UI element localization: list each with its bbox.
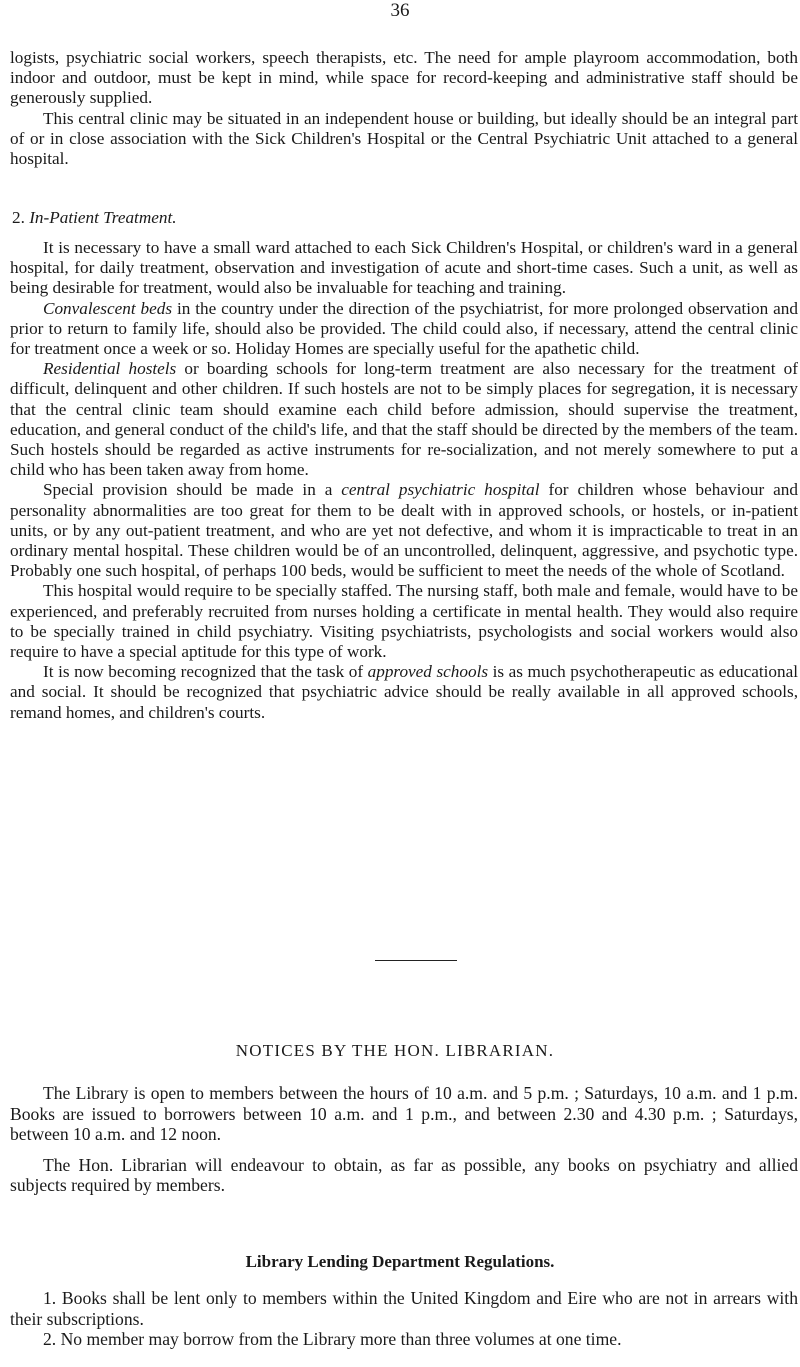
section-heading-title: In-Patient Treatment. [29,208,177,227]
notice-paragraph: The Hon. Librarian will endeavour to obtain, as far as possible, any books on psychiatry and allied subjects required by members. [10,1154,798,1195]
italic-phrase: Convalescent beds [43,298,173,318]
italic-phrase: Residential hostels [43,359,177,379]
notices-section [10,1083,798,1196]
page-number: 36 [390,0,410,21]
paragraph-text: in the country under the direction of the psychiatrist, for more prolonged observation and prior to return to family life, should also be provided. The child could also, if necessary, attend the central clinic for treatment once a week or so. Holiday Homes are specially useful for the apathetic child. [10,298,798,359]
notice-paragraph: The Library is open to members between the hours of 10 a.m. and 5 p.m. ; Saturdays, 10 a.m. and 1 p.m. Books are issued to borrowers between 10 a.m. and 1 p.m., and between 2.30 and 4.30 p.m. ; Saturdays, between 10 a.m. and 12 noon. [10,1083,798,1144]
body-paragraph: This hospital would require to be specially staffed. The nursing staff, both male and female, would have to be experienced, and preferably recruited from nurses holding a certificate in mental health. They would also require to be specially trained in child psychiatry. Visiting psychiatrists, psychologists and social workers would also require to have a special aptitude for this type of work. [10,581,798,662]
body-paragraph [10,662,798,723]
paragraph-text: Special provision should be made in a [43,480,342,500]
body-paragraph [10,359,798,480]
regulations-title: Library Lending Department Regulations. [245,1252,555,1271]
body-paragraph: It is necessary to have a small ward attached to each Sick Children's Hospital, or children's ward in a general hospital, for daily treatment, observation and investigation of acute and short-time cases. Such a unit, as well as being desirable for treatment, would also be invaluable for teaching and training. [10,238,798,298]
section-heading [10,208,798,228]
in-patient-section [10,208,798,723]
section-heading-number: 2. [12,208,25,227]
regulations-section [10,1288,798,1350]
paragraph-text: for children whose behaviour and personality abnormalities are too great for them to be dealt with in approved schools, or hostels, or in-patient units, or by any out-patient treatment, and who are yet not defective, and whom it is impracticable to treat in an ordinary mental hospital. These children would be of an uncontrolled, delinquent, aggressive, and psychotic type. Probably one such hospital, of perhaps 100 beds, would be sufficient to meet the needs of the whole of Scotland. [10,480,798,581]
body-paragraph [10,480,798,581]
spacer [10,1145,798,1155]
notices-title: NOTICES BY THE HON. LIBRARIAN. [235,1041,555,1060]
italic-phrase: approved schools [367,662,489,682]
paragraph-text: It is now becoming recognized that the task of [43,662,368,682]
body-paragraph: This central clinic may be situated in an independent house or building, but ideally should be an integral part of or in close association with the Sick Children's Hospital or the Central Psychiatric Unit attached to a general hospital. [10,108,798,169]
paragraph-text: or boarding schools for long-term treatment are also necessary for the treatment of difficult, delinquent and other children. If such hostels are not to be simply places for segregation, it is necessary that the central clinic team should examine each child before admission, should supervise the treatment, education, and general conduct of the child's life, and that the staff should be directed by the members of the team. Such hostels should be regarded as active instruments for re-socialization, and not merely somewhere to put a child who has been taken away from home. [10,359,798,480]
paragraph-text: is as much psychotherapeutic as educational and social. It should be recognized that psychiatric advice should be really available in all approved schools, remand homes, and children's courts. [10,662,798,722]
section-divider [375,960,457,961]
italic-phrase: central psychiatric hospital [341,480,540,500]
regulation-item: 1. Books shall be lent only to members within the United Kingdom and Eire who are not in arrears with their subscriptions. [10,1288,798,1329]
body-paragraph: logists, psychiatric social workers, speech therapists, etc. The need for ample playroom accommodation, both indoor and outdoor, must be kept in mind, while space for record-keeping and administrative staff should be generously supplied. [10,48,798,108]
continuation-section [10,48,798,169]
spacer [10,228,798,238]
body-paragraph [10,299,798,360]
regulation-item: 2. No member may borrow from the Library more than three volumes at one time. [43,1329,622,1349]
